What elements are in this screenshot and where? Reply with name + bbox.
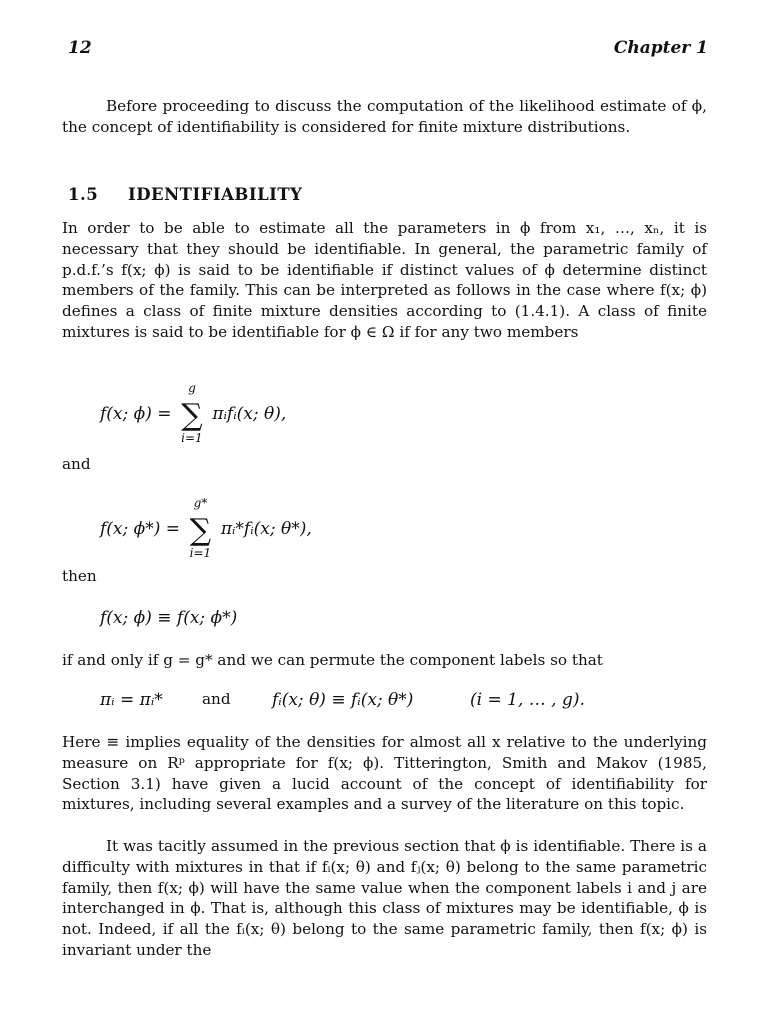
paragraph-definition: In order to be able to estimate all the parameters in ϕ from x₁, …, xₙ, it is necessary that they should be identifiable. In general, the parametric family of p.d.f.’s f(x; ϕ) is said to be identifiable if distinct values of ϕ determine distinct members of the family. This can be interpreted as follows in the case where f(x; ϕ) defines a class of finite mixture densities according to (1.4.1). A class of finite mixtures is said to be identifiable for ϕ ∈ Ω if for any two members bbox=[62, 219, 707, 341]
equation-conditions bbox=[100, 690, 700, 710]
eq4-left: πᵢ = πᵢ* bbox=[100, 690, 163, 710]
word-then: then bbox=[62, 567, 97, 585]
chapter-label: Chapter 1 bbox=[613, 38, 708, 58]
eq1-lhs: f(x; ϕ) = bbox=[100, 404, 172, 424]
section-number: 1.5 bbox=[68, 185, 99, 204]
eq1-rhs: πᵢfᵢ(x; θ), bbox=[212, 404, 287, 424]
equation-mixture bbox=[100, 381, 287, 445]
running-head bbox=[68, 38, 708, 62]
page-number: 12 bbox=[68, 38, 92, 58]
paragraph-labels: It was tacitly assumed in the previous section that ϕ is identifiable. There is a difficulty with mixtures in that if fᵢ(x; θ) and fⱼ(x; θ) belong to the same parametric family, then f(x; ϕ) will have the same value when the component labels i and j are interchanged in ϕ. That is, although this class of mixtures may be identifiable, ϕ is not. Indeed, if all the fᵢ(x; θ) belong to the same parametric family, then f(x; ϕ) is invariant under the bbox=[62, 837, 707, 959]
intro-paragraph: Before proceeding to discuss the computation of the likelihood estimate of ϕ, the concept of identifiability is considered for finite mixture distributions. bbox=[62, 97, 707, 136]
sum-upper-limit: g bbox=[188, 381, 196, 395]
summation-sign: ∑ g i=1 bbox=[179, 398, 205, 433]
paragraph-iff: if and only if g = g* and we can permute the component labels so that bbox=[62, 651, 603, 669]
eq2-rhs: πᵢ*fᵢ(x; θ*), bbox=[220, 519, 312, 539]
sum-lower-limit: i=1 bbox=[189, 546, 212, 560]
sum-lower-limit: i=1 bbox=[181, 431, 203, 445]
eq4-range: (i = 1, … , g). bbox=[470, 690, 585, 710]
word-and: and bbox=[62, 455, 91, 473]
eq4-right: fᵢ(x; θ) ≡ fᵢ(x; θ*) bbox=[272, 690, 414, 710]
section-heading bbox=[68, 185, 302, 204]
eq2-lhs: f(x; ϕ*) = bbox=[100, 519, 181, 539]
eq4-and: and bbox=[202, 690, 231, 708]
paragraph-equality: Here ≡ implies equality of the densities for almost all x relative to the underlying measure on Rᵖ appropriate for f(x; ϕ). Titterington, Smith and Makov (1985, Section 3.1) have given a lucid account of the concept of identifiability for mixtures, including several examples and a survey of the literature on this topic. bbox=[62, 733, 707, 814]
equation-mixture-star bbox=[100, 496, 312, 560]
section-title: IDENTIFIABILITY bbox=[128, 185, 303, 204]
equation-equivalence: f(x; ϕ) ≡ f(x; ϕ*) bbox=[100, 608, 238, 628]
sum-upper-limit: g* bbox=[193, 496, 208, 510]
summation-sign: ∑ g* i=1 bbox=[187, 513, 213, 548]
